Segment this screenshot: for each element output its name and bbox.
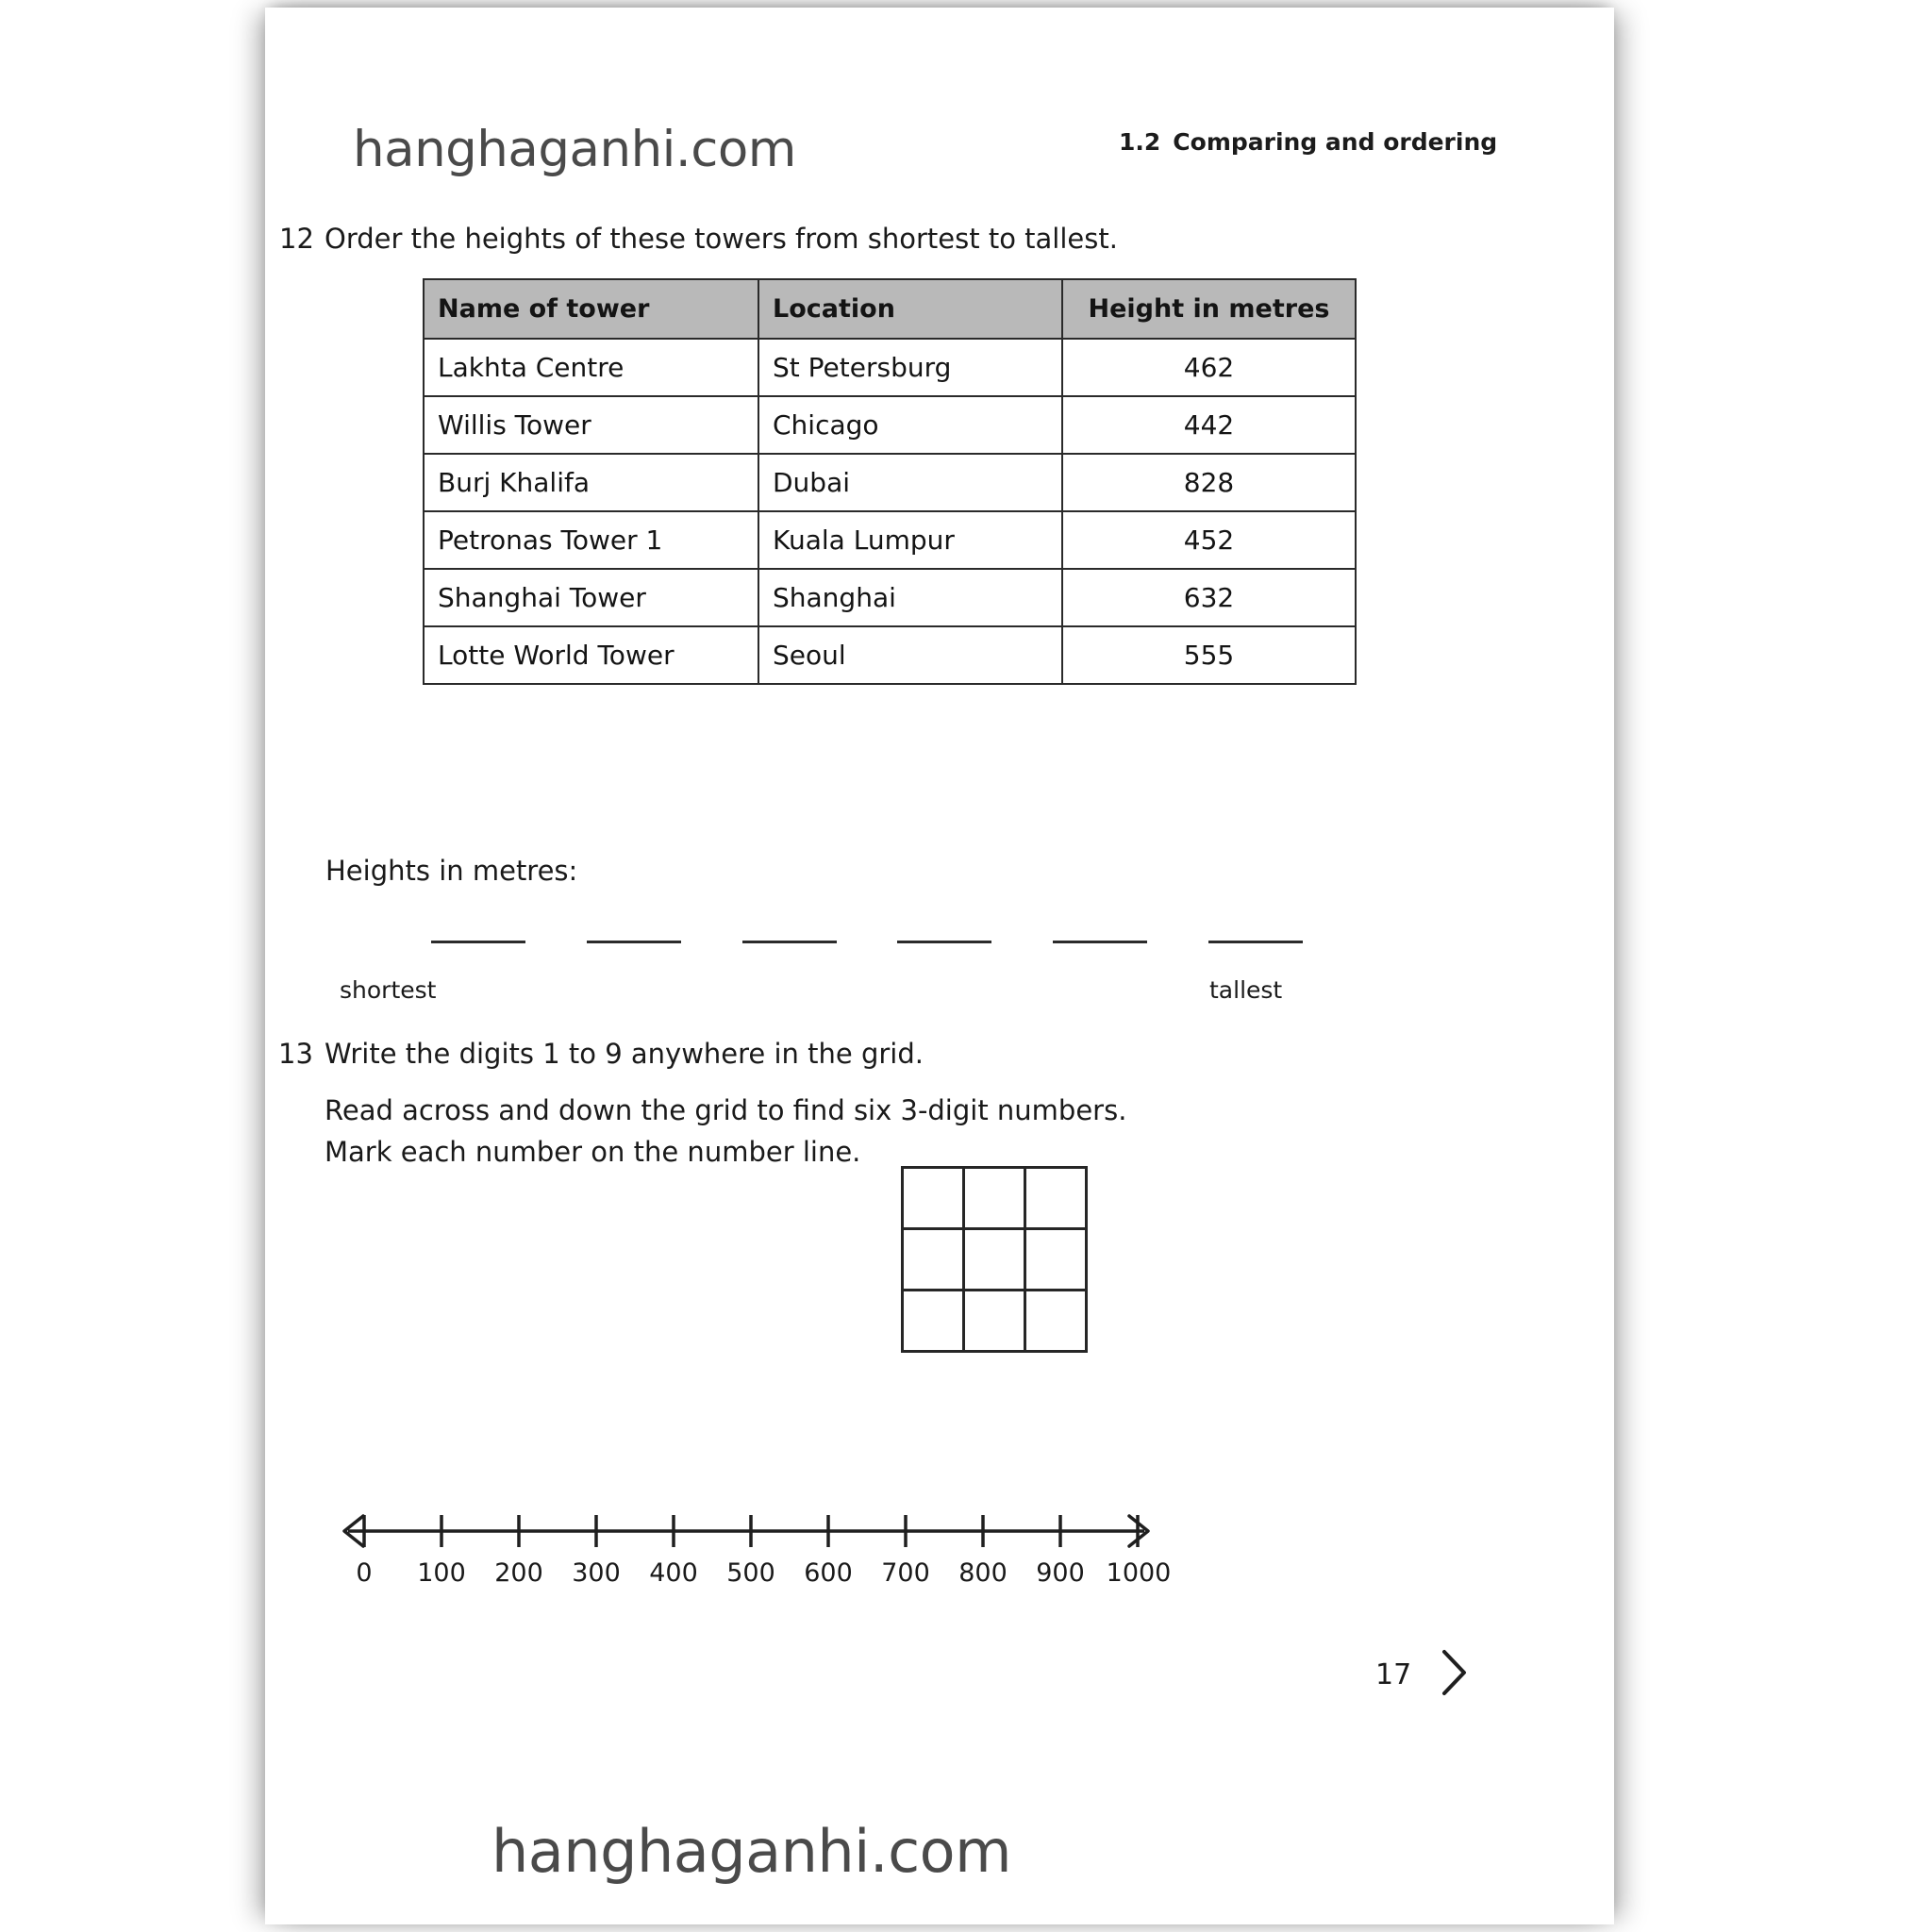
cell-tower-height: 632 <box>1062 569 1356 626</box>
running-head <box>1119 128 1497 156</box>
tick-label: 400 <box>649 1558 698 1588</box>
question-12-number: 12 <box>279 223 314 255</box>
cell-tower-name: Petronas Tower 1 <box>424 511 758 569</box>
grid-cell[interactable] <box>1026 1169 1088 1230</box>
tick-label: 500 <box>726 1558 775 1588</box>
cell-tower-name: Lakhta Centre <box>424 339 758 396</box>
digit-grid <box>901 1166 1088 1353</box>
grid-cell[interactable] <box>965 1169 1026 1230</box>
cell-tower-location: Chicago <box>758 396 1062 454</box>
tick-label: 900 <box>1036 1558 1085 1588</box>
answer-blank[interactable] <box>742 941 837 943</box>
tick-label: 100 <box>417 1558 466 1588</box>
cell-tower-location: Seoul <box>758 626 1062 684</box>
table-row <box>424 626 1356 684</box>
column-header-name: Name of tower <box>424 279 758 339</box>
cell-tower-name: Willis Tower <box>424 396 758 454</box>
cell-tower-location: Shanghai <box>758 569 1062 626</box>
cell-tower-name: Lotte World Tower <box>424 626 758 684</box>
chevron-right-icon[interactable] <box>1436 1645 1472 1700</box>
question-13-number: 13 <box>278 1038 313 1070</box>
watermark-top: hanghaganhi.com <box>353 121 796 178</box>
cell-tower-name: Burj Khalifa <box>424 454 758 511</box>
grid-cell[interactable] <box>965 1230 1026 1291</box>
cell-tower-height: 442 <box>1062 396 1356 454</box>
grid-cell[interactable] <box>904 1230 965 1291</box>
number-line-tick-labels <box>356 1558 1171 1588</box>
cell-tower-height: 828 <box>1062 454 1356 511</box>
running-head-number: 1.2 <box>1119 128 1161 156</box>
cell-tower-location: Dubai <box>758 454 1062 511</box>
cell-tower-height: 452 <box>1062 511 1356 569</box>
answer-blank[interactable] <box>1053 941 1147 943</box>
grid-cell[interactable] <box>904 1169 965 1230</box>
table-row <box>424 396 1356 454</box>
table-row <box>424 511 1356 569</box>
watermark-bottom: hanghaganhi.com <box>491 1817 1012 1886</box>
question-13-line-3: Mark each number on the number line. <box>325 1136 861 1168</box>
tick-label: 600 <box>804 1558 853 1588</box>
tick-label: 800 <box>958 1558 1008 1588</box>
column-header-height: Height in metres <box>1062 279 1356 339</box>
towers-table-body <box>424 339 1356 684</box>
answer-blank[interactable] <box>431 941 525 943</box>
tick-label: 1000 <box>1106 1558 1171 1588</box>
running-head-title: Comparing and ordering <box>1173 128 1498 156</box>
tick-label: 300 <box>572 1558 621 1588</box>
answer-blank-lines <box>431 941 1303 946</box>
grid-cell[interactable] <box>1026 1291 1088 1353</box>
question-12-prompt: Order the heights of these towers from shortest to tallest. <box>325 223 1118 255</box>
page-number: 17 <box>1375 1658 1412 1691</box>
column-header-location: Location <box>758 279 1062 339</box>
table-header-row <box>424 279 1356 339</box>
grid-cell[interactable] <box>965 1291 1026 1353</box>
worksheet-page <box>265 8 1614 1924</box>
tick-label: 700 <box>881 1558 930 1588</box>
shortest-label: shortest <box>340 976 437 1004</box>
tallest-label: tallest <box>1209 976 1283 1004</box>
answer-blank[interactable] <box>897 941 991 943</box>
table-row <box>424 454 1356 511</box>
tick-label: 200 <box>494 1558 543 1588</box>
cell-tower-location: Kuala Lumpur <box>758 511 1062 569</box>
cell-tower-height: 555 <box>1062 626 1356 684</box>
question-13-line-2: Read across and down the grid to find six 3-digit numbers. <box>325 1094 1127 1126</box>
cell-tower-name: Shanghai Tower <box>424 569 758 626</box>
number-line-svg <box>322 1498 1171 1621</box>
grid-cell[interactable] <box>1026 1230 1088 1291</box>
table-row <box>424 569 1356 626</box>
question-13-prompt: Write the digits 1 to 9 anywhere in the grid. <box>325 1038 924 1070</box>
cell-tower-location: St Petersburg <box>758 339 1062 396</box>
answer-blank[interactable] <box>587 941 681 943</box>
heights-in-metres-label: Heights in metres: <box>325 855 578 887</box>
cell-tower-height: 462 <box>1062 339 1356 396</box>
answer-blank[interactable] <box>1208 941 1303 943</box>
number-line[interactable] <box>322 1498 1171 1621</box>
grid-cell[interactable] <box>904 1291 965 1353</box>
table-row <box>424 339 1356 396</box>
tick-label: 0 <box>356 1558 373 1588</box>
towers-table-head <box>424 279 1356 339</box>
towers-table <box>423 278 1357 685</box>
